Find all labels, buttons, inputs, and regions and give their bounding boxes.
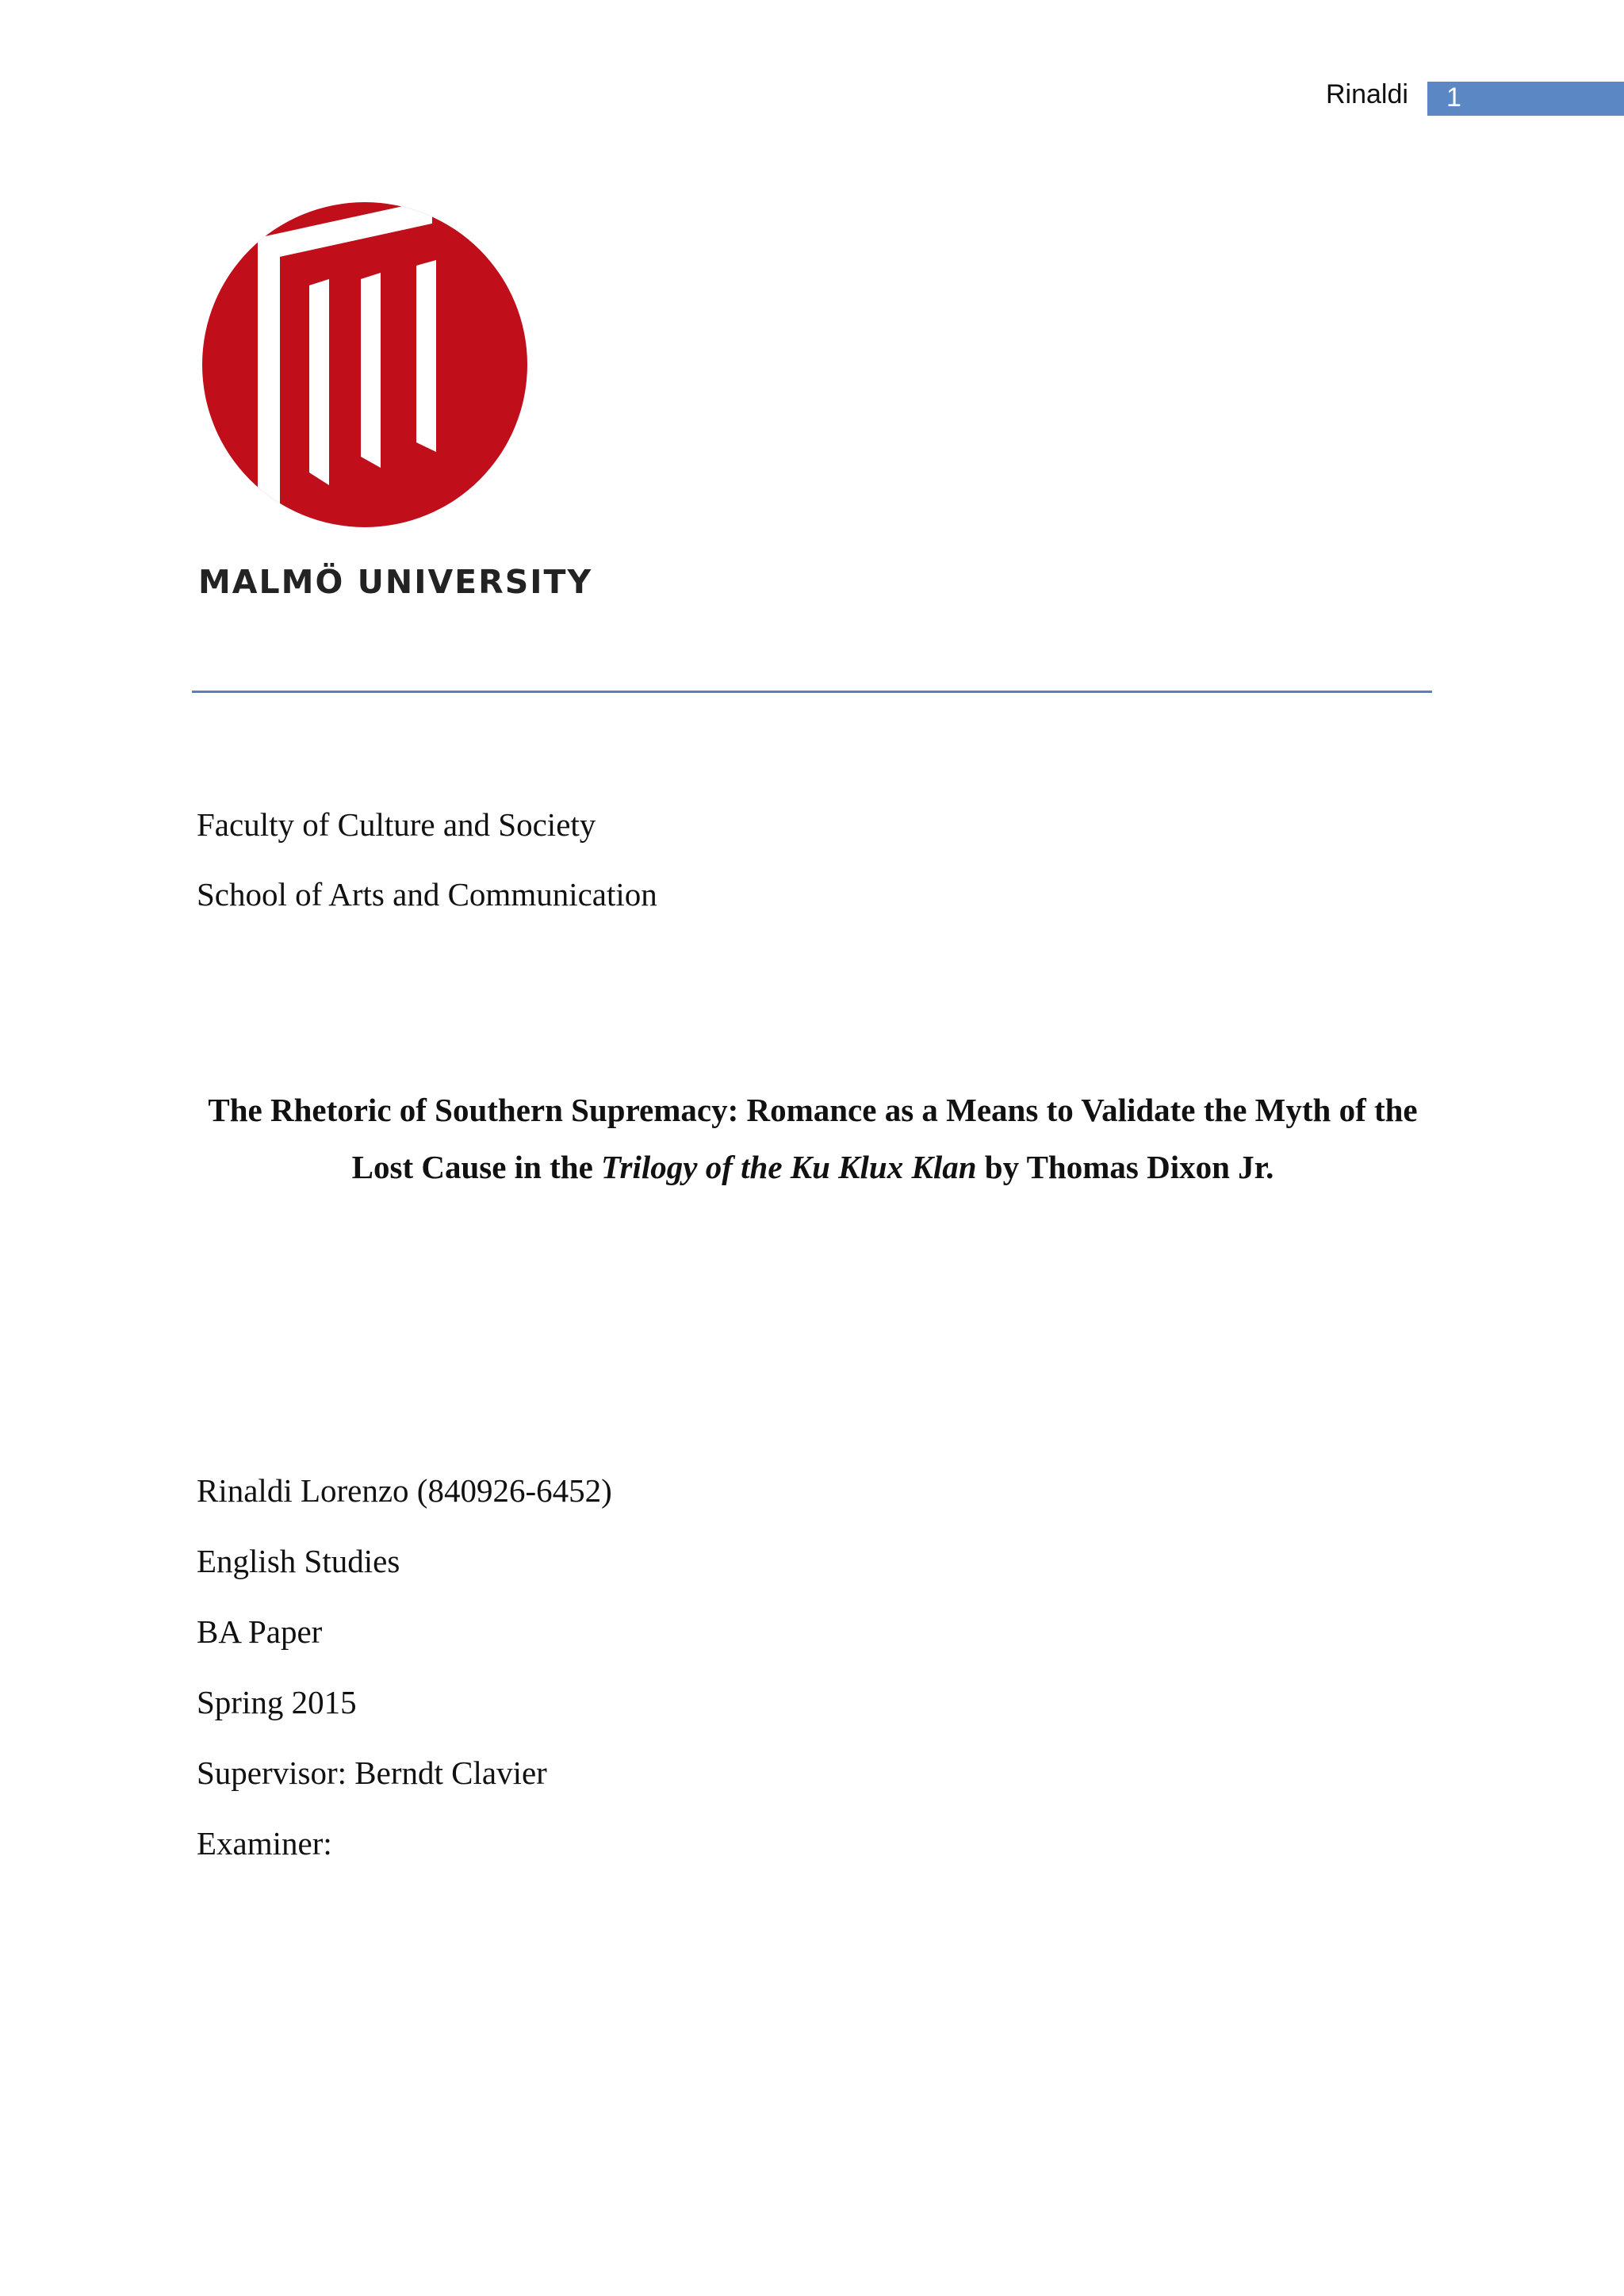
title-italic: Trilogy of the Ku Klux Klan — [601, 1149, 977, 1185]
title-part-2: by Thomas Dixon Jr. — [976, 1149, 1274, 1185]
logo-wordmark: MALMÖ UNIVERSITY — [198, 563, 593, 601]
header-rule — [192, 691, 1432, 693]
program-line: English Studies — [197, 1543, 400, 1579]
paper-title — [190, 1081, 1435, 1196]
university-logo — [190, 190, 593, 610]
university-logo-icon — [190, 190, 539, 539]
author-line: Rinaldi Lorenzo (840926-6452) — [197, 1472, 612, 1509]
faculty-name: Faculty of Culture and Society — [197, 806, 596, 843]
running-head: Rinaldi — [1326, 79, 1408, 109]
page-number: 1 — [1446, 82, 1461, 113]
page-number-box — [1427, 82, 1624, 116]
supervisor-line: Supervisor: Berndt Clavier — [197, 1755, 547, 1791]
paper-type-line: BA Paper — [197, 1613, 323, 1650]
term-line: Spring 2015 — [197, 1684, 357, 1720]
examiner-line: Examiner: — [197, 1825, 332, 1862]
title-part-1: The Rhetoric of Southern Supremacy: Romance as a Means to Validate the Myth of the Lost Cause in the — [208, 1092, 1418, 1185]
school-name: School of Arts and Communication — [197, 876, 657, 913]
